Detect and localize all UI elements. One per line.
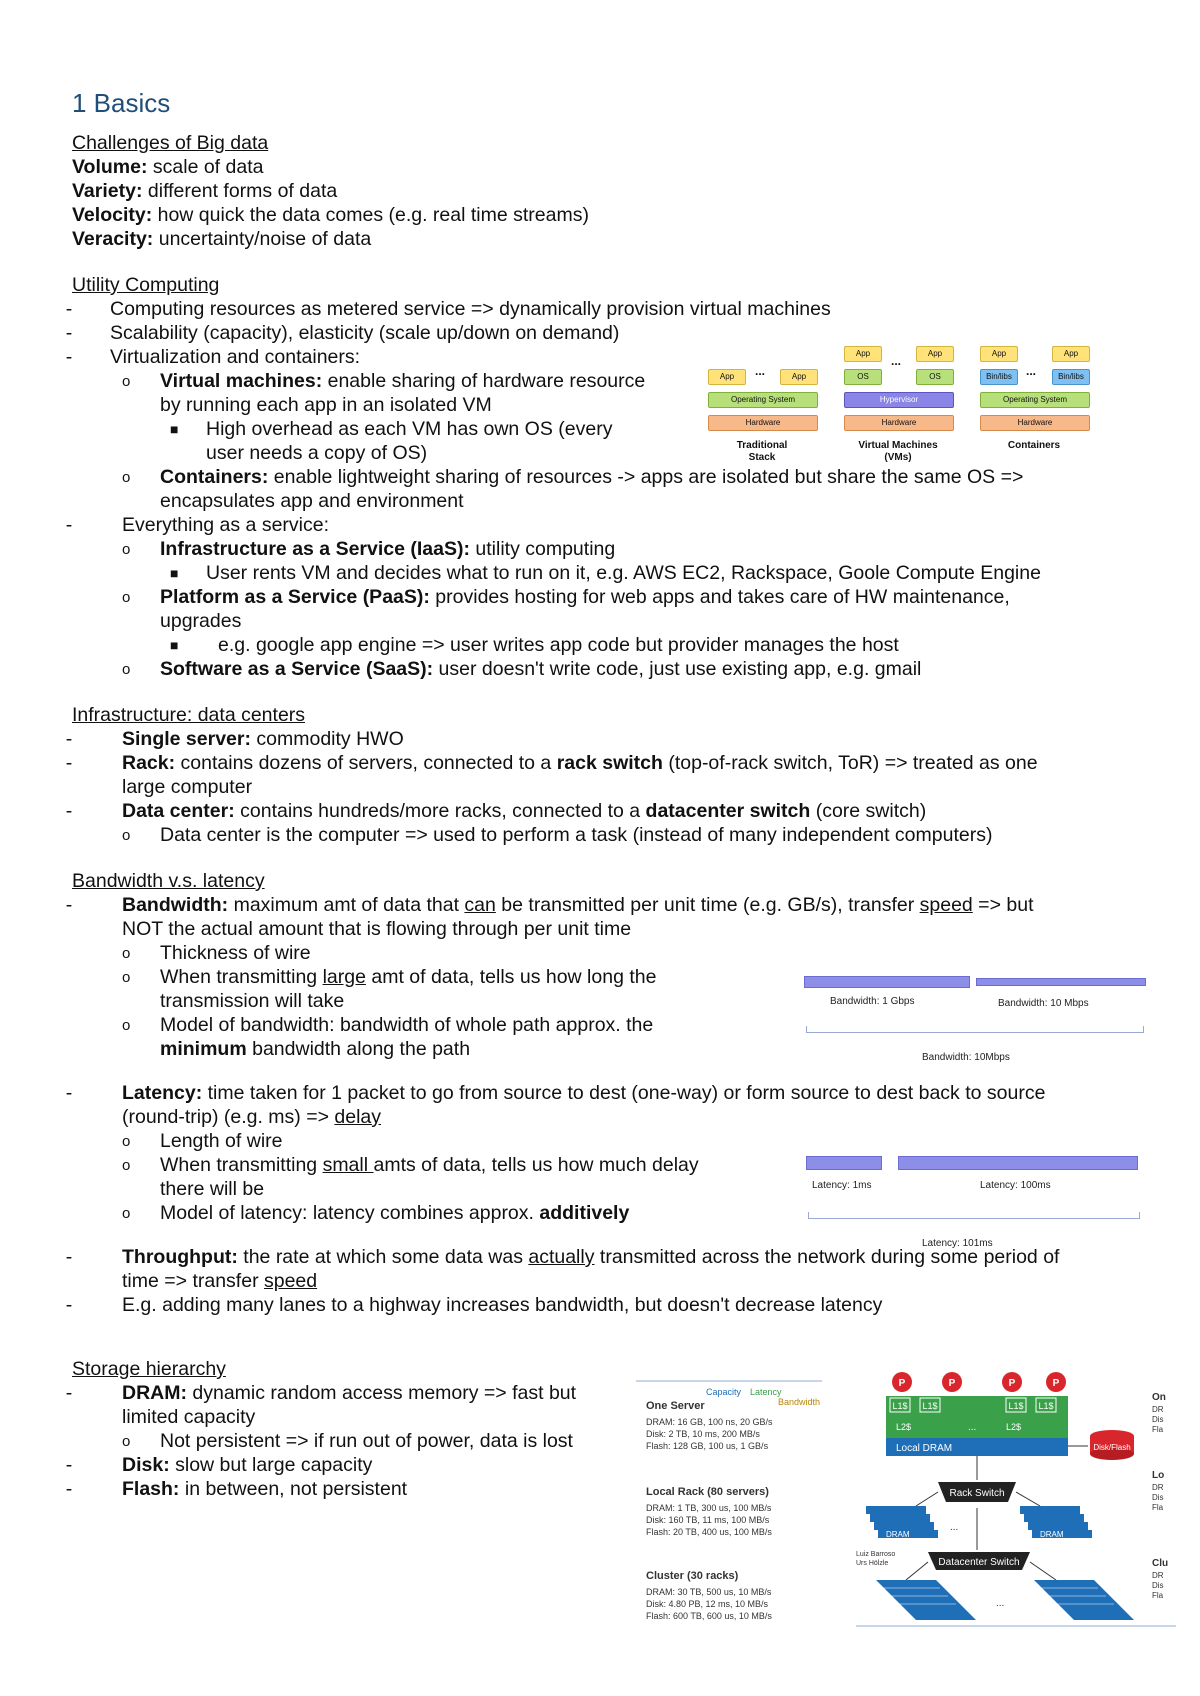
svg-text:L1$: L1$ [1038, 1401, 1054, 1411]
svg-text:P: P [948, 1378, 956, 1389]
list-item: - DRAM: dynamic random access memory => fast but [65, 1382, 577, 1404]
one-server-title: One Server [646, 1400, 705, 1412]
svg-text:L1$: L1$ [922, 1401, 938, 1411]
os-box: OS [916, 369, 954, 385]
app-box: App [780, 369, 818, 385]
section-heading: Utility Computing [72, 274, 220, 296]
bandwidth-bar-2 [976, 978, 1146, 986]
list-item: - Virtualization and containers: [65, 346, 361, 368]
latency-label: Latency [750, 1387, 782, 1397]
spec-line: Disk: 2 TB, 10 ms, 200 MB/s [646, 1429, 760, 1439]
latency-brace [808, 1212, 1140, 1219]
cluster-racks-right [1034, 1580, 1134, 1620]
local-rack-title: Local Rack (80 servers) [646, 1486, 769, 1498]
list-item: - Scalability (capacity), elasticity (scale up/down on demand) [65, 322, 620, 344]
hardware-box: Hardware [980, 415, 1090, 431]
svg-text:DR: DR [1152, 1571, 1164, 1580]
list-item: there will be [160, 1178, 265, 1200]
list-item: o When transmitting large amt of data, tells us how long the [122, 966, 657, 988]
os-box: Operating System [980, 392, 1090, 408]
latency-bar-1 [806, 1156, 882, 1170]
os-box: Operating System [708, 392, 818, 408]
svg-text:Fla: Fla [1152, 1425, 1164, 1434]
svg-text:P: P [1008, 1378, 1016, 1389]
hierarchy-svg [856, 1370, 1180, 1632]
spec-line: DRAM: 1 TB, 300 us, 100 MB/s [646, 1503, 772, 1513]
list-item: o Infrastructure as a Service (IaaS): utility computing [122, 538, 616, 560]
latency-label-1: Latency: 1ms [812, 1180, 872, 1191]
list-item: - Everything as a service: [65, 514, 330, 536]
svg-text:P: P [898, 1378, 906, 1389]
list-item: - Single server: commodity HWO [65, 728, 404, 750]
os-box: OS [844, 369, 882, 385]
list-item: - Flash: in between, not persistent [65, 1478, 408, 1500]
app-box: App [1052, 346, 1090, 362]
spec-line: Disk: 4.80 PB, 12 ms, 10 MB/s [646, 1599, 769, 1609]
latency-label-2: Latency: 100ms [980, 1180, 1051, 1191]
latency-bar-2 [898, 1156, 1138, 1170]
hypervisor-box: Hypervisor [844, 392, 954, 408]
page-title: 1 Basics [72, 88, 171, 118]
svg-text:Disk/Flash: Disk/Flash [1093, 1443, 1131, 1452]
section-heading: Storage hierarchy [72, 1358, 226, 1380]
list-item: Velocity: how quick the data comes (e.g. real time streams) [72, 204, 589, 226]
section-heading: Challenges of Big data [72, 132, 269, 154]
ellipsis: ... [755, 364, 766, 378]
bandwidth-figure [800, 970, 1150, 1070]
list-item: ■ High overhead as each VM has own OS (every [170, 418, 613, 440]
list-item: Volume: scale of data [72, 156, 264, 178]
svg-text:L1$: L1$ [1008, 1401, 1024, 1411]
caption: Containers [1007, 440, 1061, 451]
svg-text:Dis: Dis [1152, 1581, 1164, 1590]
svg-text:Dis: Dis [1152, 1493, 1164, 1502]
svg-text:Clu: Clu [1152, 1558, 1169, 1569]
list-item: o Data center is the computer => used to perform a task (instead of many independent computers) [122, 824, 993, 846]
list-item: - Bandwidth: maximum amt of data that can be transmitted per unit time (e.g. GB/s), transfer speed => but [65, 894, 1034, 916]
svg-text:...: ... [968, 1422, 977, 1433]
section-infrastructure [65, 703, 1152, 847]
svg-text:Rack Switch: Rack Switch [949, 1488, 1005, 1499]
app-box: App [844, 346, 882, 362]
svg-text:P: P [1052, 1378, 1060, 1389]
section-big-data [72, 131, 1152, 251]
bandwidth-bar-1 [804, 976, 970, 988]
binlibs-box: Bin/libs [980, 369, 1018, 385]
app-box: App [708, 369, 746, 385]
processor-icons [892, 1372, 1066, 1392]
document-page [65, 88, 1152, 1501]
list-item: o Software as a Service (SaaS): user doesn't write code, just use existing app, e.g. gmail [122, 658, 922, 680]
list-item: minimum bandwidth along the path [160, 1038, 471, 1060]
bandwidth-total-label: Bandwidth: 10Mbps [922, 1052, 1010, 1063]
svg-text:DR: DR [1152, 1483, 1164, 1492]
latency-total-label: Latency: 101ms [922, 1238, 993, 1249]
list-item: o Thickness of wire [122, 942, 311, 964]
list-item: o Model of bandwidth: bandwidth of whole path approx. the [122, 1014, 654, 1036]
caption: Traditional Stack [736, 440, 788, 463]
list-item: o Containers: enable lightweight sharing of resources -> apps are isolated but share the same OS => [122, 466, 1024, 488]
cluster-racks-left [876, 1580, 976, 1620]
ellipsis: ... [1026, 364, 1037, 378]
capacity-label: Capacity [706, 1387, 742, 1397]
spec-line: Flash: 128 GB, 100 us, 1 GB/s [646, 1441, 769, 1451]
bandwidth-brace [806, 1026, 1144, 1033]
svg-text:Urs Hölzle: Urs Hölzle [856, 1560, 889, 1567]
list-item: o Virtual machines: enable sharing of hardware resource [122, 370, 646, 392]
list-item: ■ e.g. google app engine => user writes app code but provider manages the host [170, 634, 899, 656]
svg-text:Lo: Lo [1152, 1470, 1165, 1481]
list-item: o Model of latency: latency combines approx. additively [122, 1202, 630, 1224]
spec-line: DRAM: 16 GB, 100 ns, 20 GB/s [646, 1417, 773, 1427]
hardware-box: Hardware [708, 415, 818, 431]
bandwidth-label: Bandwidth [778, 1397, 821, 1407]
svg-text:DR: DR [1152, 1405, 1164, 1414]
svg-text:DRAM: DRAM [1040, 1530, 1064, 1539]
list-item: - Throughput: the rate at which some data was actually transmitted across the network during some period of [65, 1246, 1060, 1268]
cluster-title: Cluster (30 racks) [646, 1570, 739, 1582]
svg-text:...: ... [950, 1522, 959, 1533]
list-item: by running each app in an isolated VM [160, 394, 492, 416]
list-item: o Length of wire [122, 1130, 283, 1152]
storage-numbers-figure [636, 1380, 822, 1632]
svg-text:L2$: L2$ [896, 1422, 912, 1432]
list-item: - Latency: time taken for 1 packet to go from source to dest (one-way) or form source to dest back to source [65, 1082, 1046, 1104]
list-item: (round-trip) (e.g. ms) => delay [122, 1106, 382, 1128]
storage-hierarchy-diagram [856, 1370, 1180, 1632]
list-item: Variety: different forms of data [72, 180, 338, 202]
caption: Virtual Machines (VMs) [858, 440, 938, 463]
bandwidth-label-2: Bandwidth: 10 Mbps [998, 998, 1089, 1009]
spec-line: Disk: 160 TB, 11 ms, 100 MB/s [646, 1515, 770, 1525]
list-item: upgrades [160, 610, 242, 632]
list-item: ■ User rents VM and decides what to run on it, e.g. AWS EC2, Rackspace, Goole Compute Engine [170, 562, 1041, 584]
list-item: Veracity: uncertainty/noise of data [72, 228, 372, 250]
list-item: o When transmitting small amts of data, tells us how much delay [122, 1154, 699, 1176]
svg-text:Fla: Fla [1152, 1591, 1164, 1600]
list-item: - Rack: contains dozens of servers, connected to a rack switch (top-of-rack switch, ToR) => treated as one [65, 752, 1038, 774]
latency-figure [802, 1150, 1152, 1250]
list-item: large computer [122, 776, 253, 798]
spec-line: Flash: 20 TB, 400 us, 100 MB/s [646, 1527, 772, 1537]
binlibs-box: Bin/libs [1052, 369, 1090, 385]
section-utility-computing [65, 273, 1152, 681]
svg-text:Dis: Dis [1152, 1415, 1164, 1424]
section-heading: Bandwidth v.s. latency [72, 870, 265, 892]
app-box: App [916, 346, 954, 362]
rack-dram-left [866, 1506, 938, 1539]
virtualization-stack-figure [708, 342, 1100, 470]
section-heading: Infrastructure: data centers [72, 704, 306, 726]
list-item: user needs a copy of OS) [206, 442, 428, 464]
svg-text:DRAM: DRAM [886, 1530, 910, 1539]
list-item: time => transfer speed [122, 1270, 318, 1292]
hardware-box: Hardware [844, 415, 954, 431]
list-item: transmission will take [160, 990, 345, 1012]
list-item: o Not persistent => if run out of power, data is lost [122, 1430, 573, 1452]
ellipsis: ... [891, 354, 902, 368]
svg-text:Local DRAM: Local DRAM [896, 1443, 953, 1454]
rack-dram-right [1020, 1506, 1092, 1539]
list-item: - E.g. adding many lanes to a highway increases bandwidth, but doesn't decrease latency [65, 1294, 883, 1316]
svg-text:Fla: Fla [1152, 1503, 1164, 1512]
list-item: limited capacity [122, 1406, 256, 1428]
list-item: - Computing resources as metered service => dynamically provision virtual machines [65, 298, 831, 320]
svg-text:...: ... [996, 1598, 1005, 1609]
list-item: encapsulates app and environment [160, 490, 464, 512]
list-item: - Data center: contains hundreds/more racks, connected to a datacenter switch (core switch) [65, 800, 927, 822]
spec-line: Flash: 600 TB, 600 us, 10 MB/s [646, 1611, 772, 1621]
app-box: App [980, 346, 1018, 362]
svg-text:L1$: L1$ [892, 1401, 908, 1411]
list-item: NOT the actual amount that is flowing through per unit time [122, 918, 632, 940]
svg-text:L2$: L2$ [1006, 1422, 1022, 1432]
svg-text:On: On [1152, 1392, 1166, 1403]
svg-text:Luiz Barroso: Luiz Barroso [856, 1551, 896, 1558]
svg-text:Datacenter Switch: Datacenter Switch [938, 1557, 1020, 1568]
spec-line: DRAM: 30 TB, 500 us, 10 MB/s [646, 1587, 772, 1597]
list-item: o Platform as a Service (PaaS): provides hosting for web apps and takes care of HW maintenance, [122, 586, 1010, 608]
bandwidth-label-1: Bandwidth: 1 Gbps [830, 996, 915, 1007]
list-item: - Disk: slow but large capacity [65, 1454, 373, 1476]
